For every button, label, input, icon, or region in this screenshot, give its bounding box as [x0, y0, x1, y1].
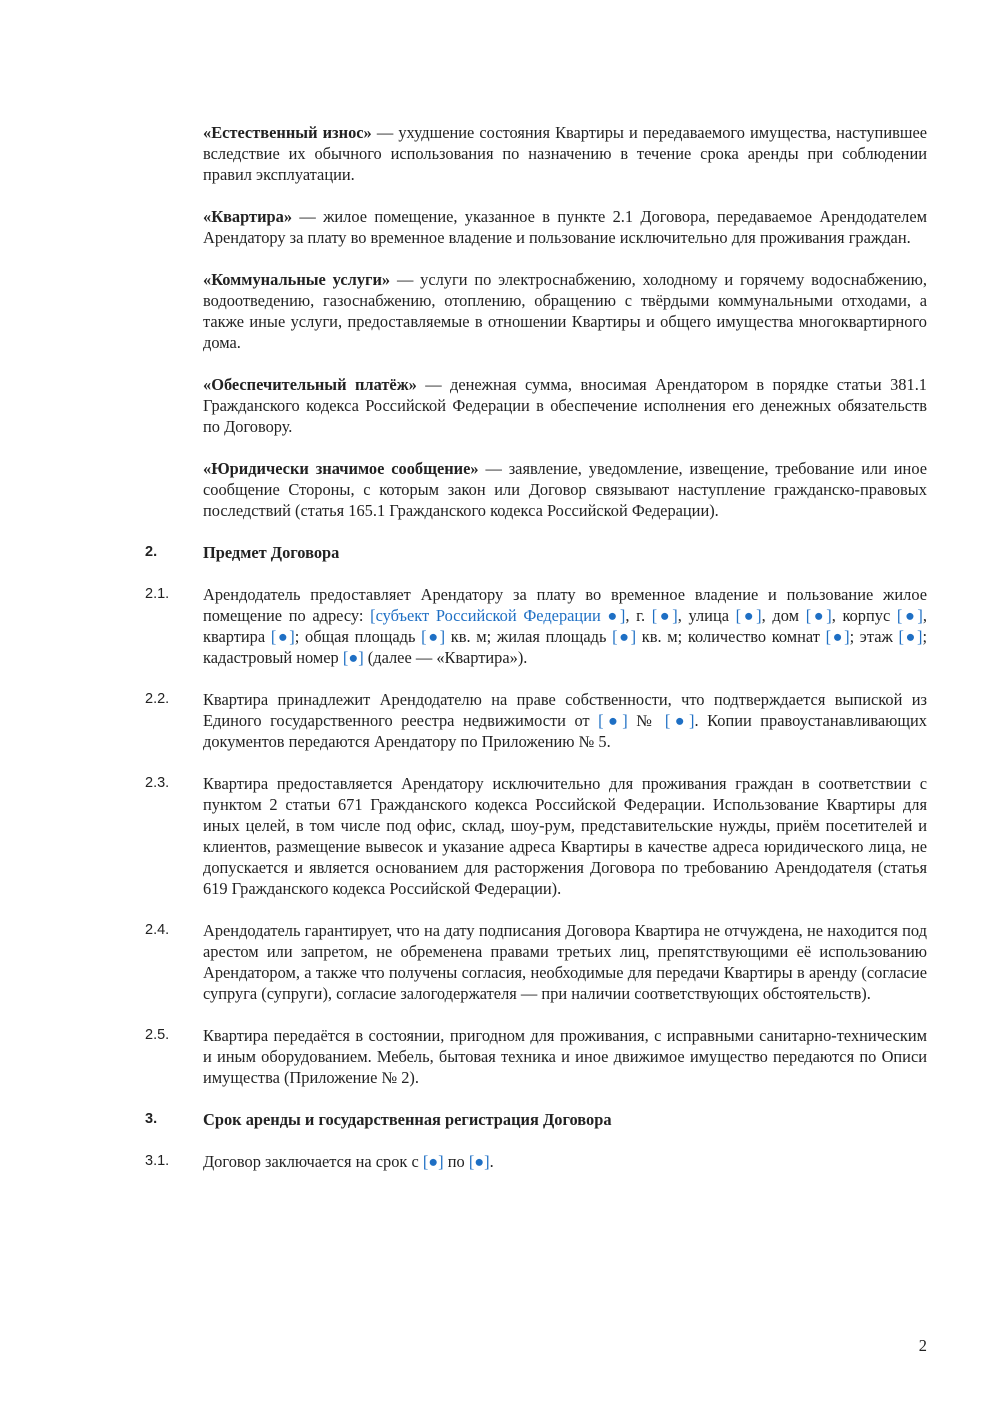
- placeholder-flat[interactable]: [●]: [270, 627, 295, 646]
- clause-text: [203, 689, 927, 752]
- definition-security-deposit: [203, 374, 927, 437]
- clause-2-1: [145, 584, 927, 668]
- placeholder-street[interactable]: [●]: [735, 606, 762, 625]
- clause-2-2: [145, 689, 927, 752]
- clause-number: 2.2.: [145, 691, 170, 707]
- text-run: по: [443, 1152, 469, 1171]
- text-run: .: [489, 1152, 494, 1171]
- definition-term: «Квартира»: [203, 207, 293, 226]
- clause-text: [203, 584, 927, 668]
- text-run: (далее — «Квартира»).: [363, 648, 528, 667]
- placeholder-end-date[interactable]: [●]: [468, 1152, 490, 1171]
- text-run: ; этаж: [849, 627, 899, 646]
- placeholder-living-area[interactable]: [●]: [612, 627, 637, 646]
- clause-text: Квартира предоставляется Арендатору исключительно для проживания граждан в соответствии с пунктом 2 статьи 671 Гражданского кодекса Российской Федерации. Использование Квартиры для иных целей, в том числе под офис, склад, шоу-рум, представительские нужды, приём посетителей и клиентов, размещение вывесок и указание адреса Квартиры в качестве адреса юридического лица, не допускается и является основанием для расторжения Договора по требованию Арендодателя (статья 619 Гражданского кодекса Российской Федерации).: [203, 774, 927, 898]
- definition-text: — услуги по электроснабжению, холодному и горячему водоснабжению, водоотведению, газоснабжению, отоплению, обращению с твёрдыми коммунальными отходами, а также иные услуги, предоставляемые в отношении Квартиры и общего имущества многоквартирного дома.: [203, 270, 928, 352]
- placeholder-start-date[interactable]: [●]: [422, 1152, 444, 1171]
- section-number: 3.: [145, 1111, 158, 1127]
- placeholder-extract-date[interactable]: [●]: [598, 711, 628, 730]
- definition-term: «Естественный износ»: [203, 123, 372, 142]
- clause-2-4: [145, 920, 927, 1004]
- section-title: Предмет Договора: [203, 543, 340, 562]
- clause-number: 2.4.: [145, 922, 170, 938]
- document-body: [145, 122, 927, 1193]
- definition-text: — заявление, уведомление, извещение, требование или иное сообщение Стороны, с которым закон или Договор связывают наступление гражданско-правовых последствий (статья 165.1 Гражданского кодекса Российской Федерации).: [203, 459, 927, 520]
- text-run: №: [627, 711, 665, 730]
- text-run: Арендодатель предоставляет Арендатору за плату во временное владение и пользование жилое помещение по адресу:: [203, 585, 927, 625]
- text-run: , г.: [625, 606, 652, 625]
- text-run: кв. м; жилая площадь: [445, 627, 613, 646]
- placeholder-extract-number[interactable]: [●]: [664, 711, 695, 730]
- placeholder-city[interactable]: [●]: [651, 606, 678, 625]
- page-number: 2: [918, 1336, 927, 1355]
- clause-text: [203, 1151, 927, 1172]
- text-run: , квартира: [203, 606, 927, 646]
- placeholder-region[interactable]: [субъект Российской Федерации ●]: [370, 606, 626, 625]
- definition-term: «Юридически значимое сообщение»: [203, 459, 479, 478]
- section-title: Срок аренды и государственная регистрация Договора: [203, 1110, 612, 1129]
- clause-number: 3.1.: [145, 1153, 170, 1169]
- text-run: , корпус: [831, 606, 897, 625]
- text-run: ; общая площадь: [294, 627, 422, 646]
- definition-text: — жилое помещение, указанное в пункте 2.1 Договора, передаваемое Арендодателем Арендатору за плату во временное владение и пользование исключительно для проживания граждан.: [203, 207, 927, 247]
- definition-term: «Обеспечительный платёж»: [203, 375, 417, 394]
- placeholder-total-area[interactable]: [●]: [421, 627, 446, 646]
- clause-2-3: [145, 773, 927, 899]
- placeholder-building[interactable]: [●]: [896, 606, 923, 625]
- text-run: . Копии правоустанавливающих документов передаются Арендатору по Приложению № 5.: [203, 711, 927, 751]
- text-run: Квартира принадлежит Арендодателю на праве собственности, что подтверждается выпиской из Единого государственного реестра недвижимости от: [203, 690, 927, 730]
- definition-utilities: [203, 269, 927, 353]
- section-heading-2: [145, 542, 927, 563]
- text-run: кв. м; количество комнат: [636, 627, 826, 646]
- text-run: , дом: [761, 606, 806, 625]
- text-run: Договор заключается на срок с: [203, 1152, 423, 1171]
- clause-2-5: [145, 1025, 927, 1088]
- clause-number: 2.1.: [145, 586, 170, 602]
- placeholder-cadastral[interactable]: [●]: [342, 648, 364, 667]
- clause-text: Квартира передаётся в состоянии, пригодном для проживания, с исправными санитарно-техническим и иным оборудованием. Мебель, бытовая техника и иное движимое имущество передаются по Описи имущества (Приложение № 2).: [203, 1026, 927, 1087]
- clause-number: 2.5.: [145, 1027, 170, 1043]
- definition-legal-notice: [203, 458, 927, 521]
- text-run: ; кадастровый номер: [203, 627, 927, 667]
- definition-apartment: [203, 206, 927, 248]
- placeholder-floor[interactable]: [●]: [898, 627, 923, 646]
- placeholder-house[interactable]: [●]: [805, 606, 832, 625]
- section-heading-3: [145, 1109, 927, 1130]
- definition-natural-wear: [203, 122, 927, 185]
- definition-text: — денежная сумма, вносимая Арендатором в порядке статьи 381.1 Гражданского кодекса Российской Федерации в обеспечение исполнения его денежных обязательств по Договору.: [203, 375, 927, 436]
- placeholder-rooms[interactable]: [●]: [825, 627, 850, 646]
- clause-text: Арендодатель гарантирует, что на дату подписания Договора Квартира не отчуждена, не находится под арестом или запретом, не обременена правами третьих лиц, препятствующими её использованию Арендатором, а также что получены согласия, необходимые для передачи Квартиры в аренду (согласие супруга (супруги), согласие залогодержателя — при наличии соответствующих обстоятельств).: [203, 921, 927, 1003]
- clause-number: 2.3.: [145, 775, 170, 791]
- definition-text: — ухудшение состояния Квартиры и передаваемого имущества, наступившее вследствие их обычного использования по назначению в течение срока аренды при соблюдении правил эксплуатации.: [203, 123, 928, 184]
- clause-3-1: [145, 1151, 927, 1172]
- section-number: 2.: [145, 544, 158, 560]
- text-run: , улица: [677, 606, 736, 625]
- definition-term: «Коммунальные услуги»: [203, 270, 391, 289]
